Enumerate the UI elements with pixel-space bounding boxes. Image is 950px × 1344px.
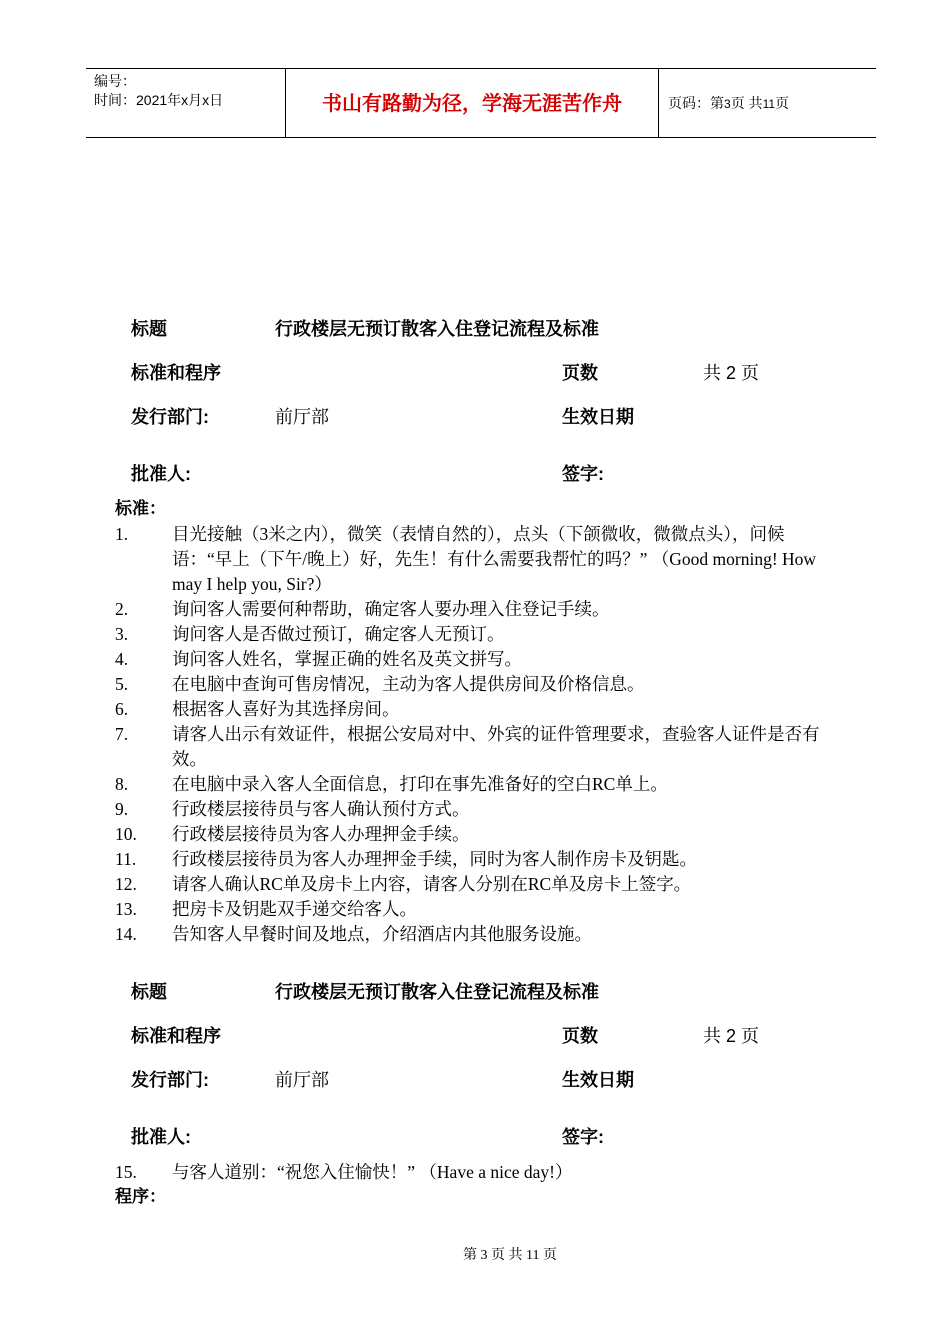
pages-value: 共 2 页 [703, 1026, 760, 1046]
footer-middle: 页 共 [491, 1248, 523, 1263]
list-item-text: 与客人道别：“祝您入住愉快！” （Have a nice day!） [172, 1162, 573, 1182]
standards-heading: 标准： [115, 499, 166, 518]
page-header [86, 68, 876, 138]
list-item: 8. 在电脑中录入客人全面信息，打印在事先准备好的空白RC单上。 [115, 774, 668, 794]
list-item: 9. 行政楼层接待员与客人确认预付方式。 [115, 799, 470, 819]
pages-value: 共 2 页 [703, 363, 760, 383]
department-value: 前厅部 [275, 1070, 329, 1090]
list-item: 6. 根据客人喜好为其选择房间。 [115, 699, 400, 719]
page-middle: 页 共 [730, 95, 763, 111]
header-motto: 书山有路勤为径，学海无涯苦作舟 [322, 93, 622, 115]
list-item: 11. 行政楼层接待员为客人办理押金手续，同时为客人制作房卡及钥匙。 [115, 849, 697, 869]
list-item: 2. 询问客人需要何种帮助，确定客人要办理入住登记手续。 [115, 599, 610, 619]
list-item-number: 15. [115, 1162, 137, 1182]
title-value: 行政楼层无预订散客入住登记流程及标准 [275, 319, 599, 339]
page-current: 3 [724, 97, 731, 111]
list-item: 1. 目光接触（3米之内），微笑（表情自然的），点头（下颌微收，微微点头），问候语：“早上（下午/晚上）好，先生！有什么需要我帮忙的吗？” （Good morning! How may I help you, Sir?） [115, 524, 817, 594]
signature-label: 签字: [562, 1127, 604, 1147]
header-divider [658, 69, 659, 137]
header-page-info [668, 93, 789, 114]
list-item: 3. 询问客人是否做过预订，确定客人无预订。 [115, 624, 505, 644]
title-value: 行政楼层无预订散客入住登记流程及标准 [275, 982, 599, 1002]
document-time-label: 时间：2021年x月x日 [94, 92, 224, 108]
page-suffix: 页 [775, 95, 790, 111]
footer-current-page: 3 [480, 1248, 488, 1263]
document-number-label: 编号： [94, 73, 136, 89]
department-label: 发行部门: [131, 407, 209, 427]
effective-date-label: 生效日期 [562, 1070, 634, 1090]
procedure-heading: 程序： [115, 1187, 166, 1206]
list-item: 7. 请客人出示有效证件，根据公安局对中、外宾的证件管理要求，查验客人证件是否有效。 [115, 724, 820, 769]
list-item: 10. 行政楼层接待员为客人办理押金手续。 [115, 824, 470, 844]
page-footer [0, 1246, 950, 1266]
standard-label: 标准和程序 [131, 1026, 221, 1046]
list-item: 14. 告知客人早餐时间及地点，介绍酒店内其他服务设施。 [115, 924, 592, 944]
effective-date-label: 生效日期 [562, 407, 634, 427]
standards-list [0, 522, 950, 947]
department-value: 前厅部 [275, 407, 329, 427]
signature-label: 签字: [562, 464, 604, 484]
list-item: 13. 把房卡及钥匙双手递交给客人。 [115, 899, 417, 919]
approver-label: 批准人: [131, 464, 191, 484]
list-item: 4. 询问客人姓名，掌握正确的姓名及英文拼写。 [115, 649, 522, 669]
approver-label: 批准人: [131, 1127, 191, 1147]
footer-suffix: 页 [542, 1248, 557, 1263]
footer-total-pages: 11 [526, 1248, 540, 1263]
title-label: 标题 [131, 982, 167, 1002]
footer-prefix: 第 [463, 1248, 477, 1263]
standard-label: 标准和程序 [131, 363, 221, 383]
list-item: 12. 请客人确认RC单及房卡上内容，请客人分别在RC单及房卡上签字。 [115, 874, 692, 894]
title-label: 标题 [131, 319, 167, 339]
page-prefix: 页码：第 [668, 95, 724, 111]
pages-label: 页数 [562, 1026, 598, 1046]
department-label: 发行部门: [131, 1070, 209, 1090]
pages-label: 页数 [562, 363, 598, 383]
header-meta [94, 72, 223, 110]
page-total: 11 [762, 97, 776, 111]
list-item: 5. 在电脑中查询可售房情况，主动为客人提供房间及价格信息。 [115, 674, 645, 694]
